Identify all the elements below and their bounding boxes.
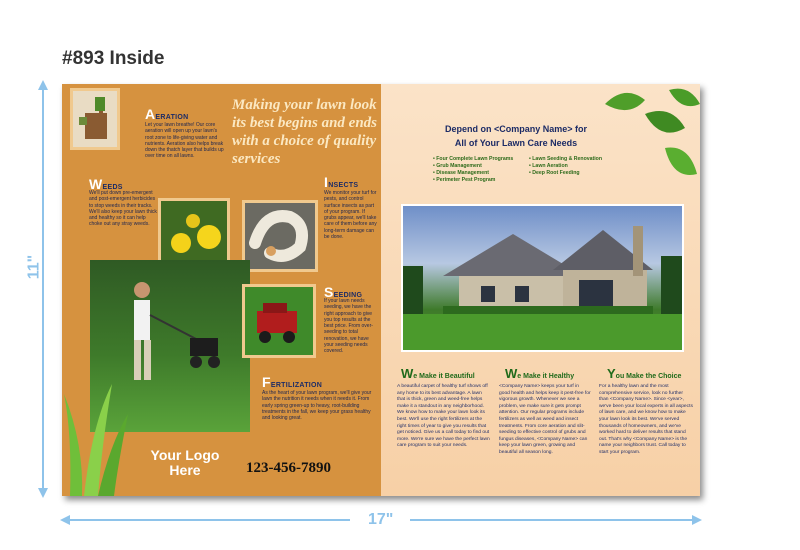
column1-heading: We Make it Beautiful bbox=[401, 366, 475, 381]
insects-title: INSECTS bbox=[324, 174, 359, 190]
logo-placeholder: Your Logo Here bbox=[150, 447, 220, 478]
weeds-text: We'll put down pre-emergent and post-emergent herbicides to stop weeds in their tracks. We'll also keep your lawn thick and healthy so it can help choke out any stray weeds. bbox=[89, 190, 157, 228]
weeds-title: WEEDS bbox=[89, 176, 123, 192]
services-list-left bbox=[433, 156, 513, 184]
grass-decoration-icon bbox=[62, 374, 132, 496]
column3-text: For a healthy lawn and the most comprehensive service, look no further than <Company Name>. Since <year>, we've been your local experts in all aspects of lawn care, and we know how to make your lawn look its best. We've served thousands of homeowners, and we've worked hard to deliver results that stand out. That's why <Company Name> is the name your neighbors trust. Call today to start your program. bbox=[599, 384, 693, 455]
house-photo bbox=[401, 204, 684, 352]
list-item: • Deep Root Feeding bbox=[529, 170, 580, 176]
right-panel bbox=[381, 84, 700, 496]
brochure-spread bbox=[62, 84, 700, 496]
left-panel bbox=[62, 84, 381, 496]
left-heading: Making your lawn look its best begins and ends with a choice of quality services bbox=[232, 97, 378, 167]
right-title-line1: Depend on <Company Name> for bbox=[444, 124, 588, 134]
column1-text: A beautiful carpet of healthy turf shows off any home to its best advantage. A lawn that is thick, green and weed-free helps make it a standout in any neighborhood. We know how to make your lawn look its best. We'll use the right fertilizers at the right times of year to give you results that get noticed. Give us a call today to find out more. We're sure we have the perfect lawn care program to suit your needs. bbox=[397, 384, 490, 449]
fertilization-title: FERTILIZATION bbox=[262, 374, 323, 390]
aeration-title: AERATION bbox=[145, 106, 189, 122]
aeration-text: Let your lawn breathe! Our core aeration will open up your lawn's root zone to life-giving water and nutrients. Aeration also helps break down the thatch layer that builds up over time on all lawns. bbox=[145, 122, 224, 160]
page-title: #893 Inside bbox=[62, 48, 165, 69]
column2-heading: We Make it Healthy bbox=[505, 366, 575, 381]
phone-number: 123-456-7890 bbox=[246, 460, 331, 476]
fertilization-text: As the heart of your lawn program, we'll give your lawn the nutrition it needs when it needs it. From early spring green-up to heavy, root-building treatments in the fall, we keep your grass healthy and looking great. bbox=[262, 390, 372, 422]
seeding-text: If your lawn needs seeding, we have the right approach to give you top results at the best price. From over-seeding to total renovation, we have your seeding needs covered. bbox=[324, 298, 373, 355]
list-item: • Lawn Seeding & Renovation bbox=[529, 156, 603, 162]
width-label: 17" bbox=[368, 511, 394, 528]
height-dimension-arrow bbox=[30, 80, 60, 500]
list-item: • Grub Management bbox=[433, 163, 482, 169]
services-list-right bbox=[529, 156, 602, 177]
grub-photo bbox=[242, 200, 318, 272]
aeration-image bbox=[70, 88, 120, 150]
column3-heading: You Make the Choice bbox=[607, 366, 682, 381]
height-label: 11" bbox=[25, 254, 43, 280]
right-title-line2: All of Your Lawn Care Needs bbox=[454, 138, 578, 148]
seeder-photo bbox=[242, 284, 316, 358]
list-item: • Lawn Aeration bbox=[529, 163, 568, 169]
list-item: • Perimeter Pest Program bbox=[433, 177, 496, 183]
seeding-title: SEEDING bbox=[324, 284, 363, 300]
list-item: • Four Complete Lawn Programs bbox=[433, 156, 514, 162]
column2-text: <Company Name> keeps your turf in good health and helps keep it pest-free for vigorous growth. Whenever we see a problem, we make sure it gets prompt attention. Our regular programs include fertilizers as well as weed and insect treatments. From core aeration and slit-seeding to effective control of grubs and fungus diseases, <Company Name> can keep your lawn green, growing and beautiful all season long. bbox=[499, 384, 591, 455]
list-item: • Disease Management bbox=[433, 170, 490, 176]
insects-text: We monitor your turf for pests, and control surface insects as part of your program. If grubs appear, we'll take care of them before any long-term damage can be done. bbox=[324, 190, 377, 241]
